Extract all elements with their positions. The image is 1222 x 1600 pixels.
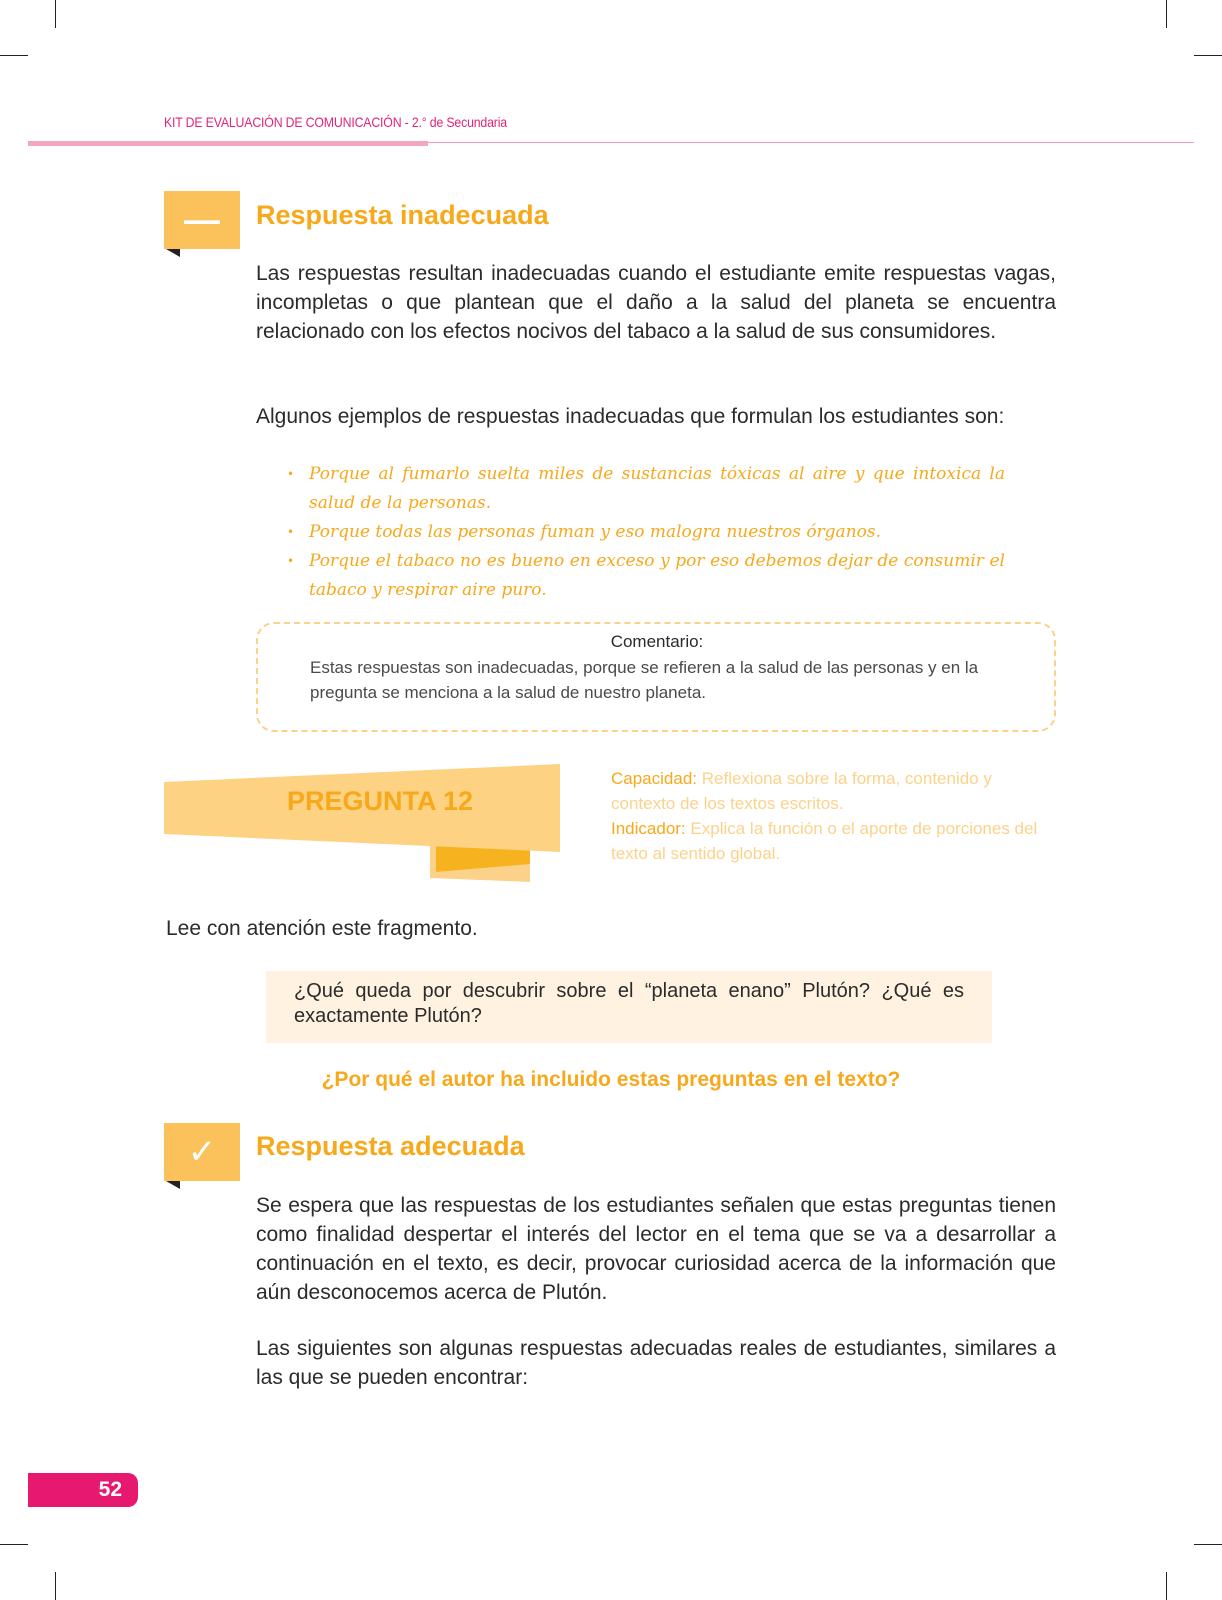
comment-text: Estas respuestas son inadecuadas, porque se refieren a la salud de las personas y en la pregunta se menciona a la salud de nuestro planeta. — [310, 658, 979, 702]
capacity-indicator — [611, 766, 1051, 866]
comment-box — [256, 622, 1056, 732]
crop-mark — [1166, 0, 1167, 28]
examples-intro: Algunos ejemplos de respuestas inadecuadas que formulan los estudiantes son: — [256, 405, 1005, 428]
badge-symbol: ✓ — [187, 1133, 217, 1171]
examples-list — [287, 460, 1005, 605]
comment-title: Comentario: — [610, 632, 704, 651]
adequate-followup: Las siguientes son algunas respuestas adecuadas reales de estudiantes, similares a las que se pueden encontrar: — [256, 1337, 1056, 1389]
header-rule-accent — [28, 141, 428, 146]
inadequate-paragraph: Las respuestas resultan inadecuadas cuando el estudiante emite respuestas vagas, incompletas o que plantean que el daño a la salud del planeta se encuentra relacionado con los efectos nocivos del tabaco a la salud de sus consumidores. — [256, 262, 1056, 343]
badge-fold — [166, 1181, 180, 1189]
section-title-adequate: Respuesta adecuada — [256, 1131, 525, 1161]
minus-icon — [164, 191, 240, 249]
fragment-box: ¿Qué queda por descubrir sobre el “planeta enano” Plutón? ¿Qué es exactamente Plutón? — [266, 971, 992, 1043]
check-icon — [164, 1123, 240, 1181]
question-label: PREGUNTA 12 — [286, 786, 474, 816]
list-item: • Porque el tabaco no es bueno en exceso y por eso debemos dejar de consumir el tabaco y respirar aire puro. — [287, 547, 1005, 605]
crop-mark — [0, 1544, 28, 1545]
reading-intro: Lee con atención este fragmento. — [166, 917, 478, 940]
list-item: • Porque todas las personas fuman y eso malogra nuestros órganos. — [287, 518, 1005, 547]
question-text: ¿Por qué el autor ha incluido estas preguntas en el texto? — [321, 1068, 901, 1091]
page-number-text: 52 — [98, 1478, 122, 1501]
crop-mark — [0, 55, 28, 56]
badge-symbol: — — [184, 199, 220, 240]
crop-mark — [1166, 1572, 1167, 1600]
adequate-paragraph: Se espera que las respuestas de los estudiantes señalen que estas preguntas tienen como finalidad despertar el interés del lector en el tema que se va a desarrollar a continuación en el texto, es decir, provocar curiosidad acerca de la información que aún desconocemos acerca de Plutón. — [256, 1194, 1056, 1304]
running-header: KIT DE EVALUACIÓN DE COMUNICACIÓN - 2.° de Secundaria — [164, 114, 507, 130]
page-number — [28, 1473, 138, 1507]
indicator-label: Indicador: — [611, 819, 686, 838]
capacity-label: Capacidad: — [611, 769, 698, 788]
crop-mark — [1194, 55, 1222, 56]
question-ribbon — [160, 760, 570, 890]
crop-mark — [55, 0, 56, 28]
capacity-text: Reflexiona sobre la forma, contenido y contexto de los textos escritos. — [611, 769, 992, 813]
crop-mark — [1194, 1544, 1222, 1545]
indicator-text: Explica la función o el aporte de porciones del texto al sentido global. — [611, 819, 1038, 863]
badge-fold — [166, 249, 180, 257]
crop-mark — [55, 1572, 56, 1600]
section-title-inadequate: Respuesta inadecuada — [256, 200, 549, 230]
list-item: • Porque al fumarlo suelta miles de sustancias tóxicas al aire y que intoxica la salud de la personas. — [287, 460, 1005, 518]
